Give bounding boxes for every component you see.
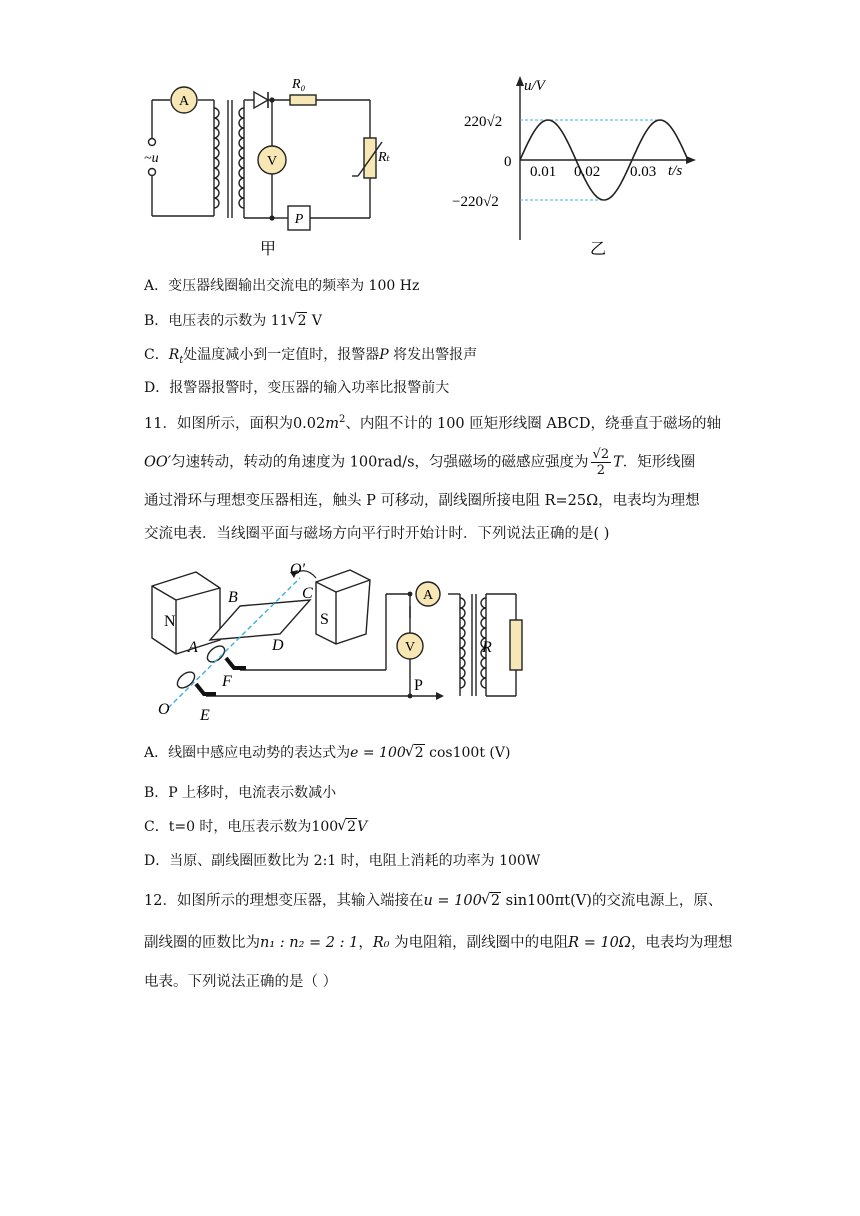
q10-c-prefix: C．: [144, 347, 169, 363]
q11-l2-frac: $\frac{√2}{2}$: [592, 447, 610, 478]
gen-ammeter-label: A: [422, 588, 434, 603]
q12-l2-d: ，电表均为理想: [630, 935, 733, 951]
q10-c-sub: t: [179, 354, 184, 366]
gen-r-label: R: [482, 639, 492, 656]
yi-y-max-label: 220√2: [464, 114, 503, 130]
q10-b-suffix: V: [307, 313, 323, 329]
yi-y-arrow: [516, 76, 524, 86]
q11-l1-m: m: [325, 415, 339, 432]
q12-l2-ratio: n₁ : n₂ = 2 : 1: [260, 935, 359, 951]
gen-voltmeter-label: V: [404, 640, 416, 655]
q12-line-2: [144, 933, 732, 953]
source-label: ~u: [144, 151, 159, 166]
gen-d-label: D: [272, 637, 284, 654]
q11-l2-t: T: [613, 454, 623, 471]
q12-l2-c: 为电阻箱，副线圈中的电阻: [389, 935, 569, 951]
q11-option-d: D．当原、副线圈匝数比为 2:1 时，电阻上消耗的功率为 100W: [144, 853, 541, 869]
yi-x-tick-1: 0.01: [530, 164, 557, 180]
gen-e-label: E: [200, 707, 210, 724]
q12-l1-sqrt: √ 2: [482, 891, 501, 911]
q11-option-b: B．P 上移时，电流表示数减小: [144, 785, 337, 801]
q11-c-prefix: C．t=0 时，电压表示数为: [144, 819, 312, 835]
q10-option-d: D．报警器报警时，变压器的输入功率比报警前大: [144, 380, 450, 396]
q11-line-1: [144, 410, 721, 434]
jia-voltmeter-label: V: [266, 154, 278, 169]
q12-l1-a: 12．如图所示的理想变压器，其输入端接在: [144, 893, 424, 909]
gen-f-label: F: [222, 673, 232, 690]
gen-b-label: B: [228, 589, 238, 606]
figure-yi-chart: [440, 70, 710, 270]
yi-x-tick-3: 0.03: [630, 164, 657, 180]
yi-origin-label: 0: [504, 154, 512, 170]
q11-option-c: [144, 817, 367, 837]
q11-a-sqrt: √ 2: [406, 743, 425, 763]
q12-line-3: 电表。下列说法正确的是（ ）: [144, 974, 338, 990]
q12-line-1: [144, 891, 722, 911]
q10-option-c: [144, 345, 477, 371]
q12-l1-expr-a: u = 100: [423, 893, 482, 909]
gen-o-label: O: [158, 701, 170, 718]
q11-line-2: [144, 447, 695, 478]
figure-jia-circuit: [140, 70, 400, 270]
q11-line-3: 通过滑环与理想变压器相连，触头 P 可移动，副线圈所接电阻 R=25Ω，电表均为理想: [144, 493, 700, 509]
q11-option-a: [144, 743, 510, 763]
q12-l2-r: R = 10Ω: [568, 935, 631, 951]
q12-l2-b: ，: [358, 935, 373, 951]
rt-label: Rₜ: [378, 150, 391, 165]
q11-a-expr-post: cos100t (V): [424, 745, 511, 761]
gen-p-label: P: [414, 677, 423, 694]
jia-alarm-label: P: [294, 212, 304, 227]
q12-l2-a: 副线圈的匝数比为: [144, 935, 260, 951]
q11-line-4: 交流电表．当线圈平面与磁场方向平行时开始计时．下列说法正确的是( ): [144, 526, 610, 542]
q11-l2-a: 匀速转动，转动的角速度为 100rad/s，匀强磁场的磁感应强度为: [171, 454, 589, 471]
q11-l1-sup: 2: [339, 414, 346, 425]
q10-b-sqrt: √ 2: [289, 311, 308, 331]
q11-l1-b: 、内阻不计的 100 匝矩形线圈 ABCD，绕垂直于磁场的轴: [345, 415, 721, 432]
yi-y-axis-label: u/V: [524, 78, 545, 94]
q10-c-text2: 将发出警报声: [388, 347, 478, 363]
yi-y-min-label: −220√2: [452, 194, 499, 210]
gen-c-label: C: [302, 585, 313, 602]
gen-o-prime-label: O′: [290, 561, 306, 578]
q11-l2-b: ．矩形线圈: [622, 454, 696, 471]
q11-c-sqrt: √ 2: [338, 817, 357, 837]
figure-generator-circuit: [140, 558, 540, 728]
gen-n-label: N: [164, 613, 176, 630]
gen-a-label: A: [188, 639, 198, 656]
yi-x-axis-label: t/s: [668, 163, 683, 179]
q12-l1-b: 的交流电源上，原、: [591, 893, 723, 909]
yi-x-tick-2: 0.02: [574, 164, 601, 180]
q10-option-a: A．变压器线圈输出交流电的频率为 100 Hz: [144, 278, 420, 294]
figure-yi-caption: 乙: [589, 241, 607, 258]
figure-jia-caption: 甲: [259, 241, 277, 258]
q10-c-text: 处温度减小到一定值时，报警器: [183, 347, 380, 363]
r0-label: R₀: [292, 77, 306, 92]
gen-s-label: S: [320, 611, 329, 628]
q11-l1-a: 11．如图所示，面积为0.02: [144, 415, 326, 432]
q12-l2-r0: R₀: [372, 935, 390, 951]
q11-l2-oo: OO′: [144, 454, 172, 471]
q11-c-unit: V: [357, 819, 368, 835]
q10-option-b: [144, 311, 322, 331]
q12-l1-expr-b: sin100πt(V): [501, 893, 592, 909]
q11-a-prefix: A．线圈中感应电动势的表达式为: [144, 745, 351, 761]
q10-b-prefix: B．电压表的示数为 11: [144, 313, 289, 329]
jia-ammeter-label: A: [178, 94, 190, 109]
q10-c-var: R: [168, 347, 180, 363]
q10-c-var2: P: [379, 347, 389, 363]
q11-c-val: 100: [311, 819, 339, 835]
q11-a-expr-pre: e = 100: [350, 745, 406, 761]
